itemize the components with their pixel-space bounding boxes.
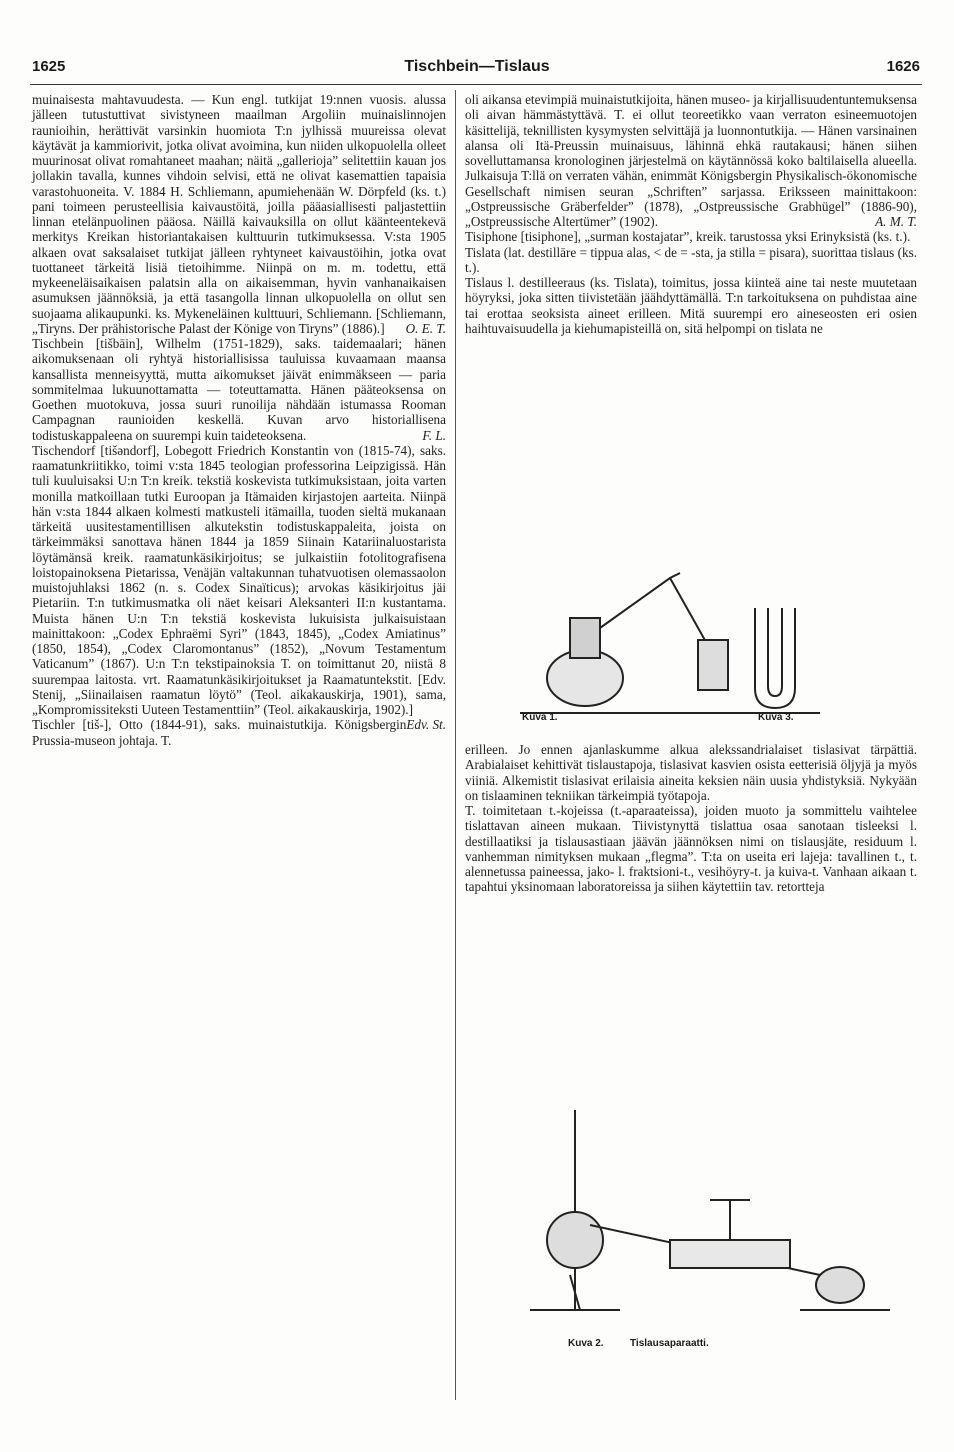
header-rule [30,84,922,85]
figure-2-illustration [500,1090,920,1320]
article-tislaus-cont: erilleen. Jo ennen ajanlaskumme alkua alekssandrialaiset tislasivat tärpättiä. Arabialaiset kehittivät tislaustapoja, tislasivat kasvien osista eetterisiä öljyjä ja myös viiniä. Alkemistit tislasivat erilaisia aineita keksien näin uusia yhdistyksiä. Nykyään on tislaaminen tekniikan tärkeimpiä työtapoja. [465,742,917,803]
article-tischler: Tischler [tiš-], Otto (1844-91), saks. muinaistutkija. Königsbergin Prussia-museon johtaja. T. [32,717,407,748]
signature-tischbein: F. L. [422,427,446,443]
page-header [0,58,954,84]
signature-tischendorf: Edv. St. [406,717,446,733]
right-column-top [465,92,917,336]
page-number-left: 1625 [32,58,66,75]
figure-1-caption: Kuva 1. [522,712,558,723]
article-tislaus: Tislaus l. destilleeraus (ks. Tislata), toimitus, jossa kiinteä aine tai neste muutetaan höyryksi, joka sitten tiivistetään jäähdyttämällä. T:n tarkoituksena on puhdistaa aine tai erottaa seoksista aineet erilleen. Mitä suurempi ero aineseosten eri osien haihtuvaisuudella ja kiehumapisteillä on, sitä helpompi on tislata ne [465,275,917,336]
right-column-bottom [465,742,917,895]
page-number-right: 1626 [886,58,920,75]
article-tischler-cont: oli aikansa etevimpiä muinaistutkijoita, hänen museo- ja kirjallisuudentuntemuksensa oli aivan hämmästyttävä. T. ei ollut teoreetikko vaan verraton esineemuotojen käsittelijä, teknillisten kysymysten selvittäjä ja luonnontutkija. — Hänen varsinainen alansa oli Itä-Preussin muinaisuus, lähinnä ehkä rautakausi; hänen siihen sovelluttamansa kronologinen järjestelmä on käytännössä koko baltilaisella alueella. Julkaisuja T:llä on verraten vähän, enimmät Königsbergin Physikalisch-ökonomische Gesellschaft nimisen seuran „Schriften” sarjassa. Eriksseen mainittakoon: „Ostpreussische Gräberfelder” (1878), „Ostpreussische Grabhügel” (1886-90), „Ostpreussische Altertümer” (1902). A. M. T. [465,92,917,229]
article-tisiphone: Tisiphone [tisiphone], „surman kostajatar”, kreik. tarustossa yksi Erinyksistä (ks. t.). [465,229,911,245]
figure-3-caption: Kuva 3. [758,712,794,723]
article-tiryns-end: muinaisesta mahtavuudesta. — Kun engl. tutkijat 19:nnen vuosis. alussa jälleen tutustuttivat sivistyneen maailman Argoliin muinaislinnojen raunioihin, herättivät varsinkin huomiota T:n jylhissä muureissa olevat käytävät ja kammiorivit, jotka olivat avoimina, kun niiden ulkopuolella olleet muurinosat olivat romahtaneet maahan; näitä „gallerioja” selitettiin kauan jos jollakin tavalla, kunnes vihdoin selvisi, että ne olivat kasemattien tapaisia varastohuoneita. V. 1884 H. Schliemann, apumiehenään W. Dörpfeld (ks. t.) pani toimeen perusteellisia kaivaustöitä, joilla pääasiallisesti paljastettiin linnan etelänpuolinen pääosa. Näillä kaivauksilla on ollut käänteentekevä merkitys Kreikan historiantakaisen kulttuurin tutkimuksessa. V:sta 1905 alkaen ovat saksalaiset tutkijat jälleen ryhtyneet kaivaustöihin, jotka ovat tuottaneet tärkeitä lisiä tietoihimme. Niinpä on m. m. todettu, että mykeeneläisaikaisen palatsin alla on aikaisemman, hyvin vanhanaikaisen asumuksen jäännöksiä, ja että tasangolla linnan ulkopuolella on ollut sen suojaama alikaupunki. ks. Mykeneläinen kulttuuri, Schliemann. [Schliemann, „Tiryns. Der prähistorische Palast der Könige von Tiryns” (1886).] O. E. T. [32,92,446,336]
article-tischendorf: Tischendorf [tišəndorf], Lobegott Friedrich Konstantin von (1815-74), saks. raamatunkriitikko, toimi v:sta 1845 teologian professorina Leipzigissä. Hän tuli kuuluisaksi U:n T:n kreik. tekstiä koskevista tutkimuksistaan, joita varten monilla matkoillaan tutki Euroopan ja Itämaiden kirjastojen aarteita. Niinpä hän v:sta 1844 alkaen kolmesti matkusteli itämailla, tuoden sieltä mukanaan tärkeitä uusitestamentillisen alkutekstin todistuskappaleita, joista on tärkeimmäksi sanottava hänen 1844 ja 1859 Siinain Katariinaluostarista löytämänsä kreik. raamatunkäsikirjoitus; se julkaistiin fotolitografisena loistopainoksena Pietarissa, Venäjän valtakunnan tuhatvuotisen olemassaolon muistojuhlaksi 1862 (n. s. Codex Sinaïticus); arvokas käsikirjoitus jäi Pietariin. T:n tutkimusmatka oli näet keisari Aleksanteri II:n kustantama. Muista hänen U:n T:n tekstiä koskevista lukuisista julkaisuistaan mainittakoon: „Codex Ephraëmi Syri” (1843, 1845), „Codex Amiatinus” (1850, 1854), „Codex Claromontanus” (1852), „Novum Testamentum Vaticanum” (1867). U:n T:n tekstipainoksia T. on toimittanut 20, niistä 8 suurempaa laitosta. vrt. Raamatunkäsikirjoitukset ja Raamatuntekstit. [Edv. Stenij, „Siinailaisen raamatun löytö” (Teol. aikakauskirja, 1901), sama, „Kompromissiteksti Uuteen Testamenttiin” (Teol. aikakauskirja, 1902).] Edv. St. [32,442,446,733]
left-column [32,92,446,748]
article-tislata: Tislata (lat. destillāre = tippua alas, < de = -sta, ja stilla = pisara), suorittaa tislaus (ks. t.). [465,244,917,275]
figure-2-number: Kuva 2. [568,1338,604,1349]
column-divider [455,90,456,1400]
article-tischbein: Tischbein [tišbāin], Wilhelm (1751-1829), saks. taidemaalari; hänen aikomuksenaan oli ryhtyä historiallisissa tauluissa kuvaamaan maansa kansallista menneisyyttä, mutta aikomukset jäivät enimmäkseen — paria sommitelmaa lukuunottamatta — toteuttamatta. Hänen pääteoksensa on Goethen muotokuva, jossa suuri runoilija nähdään istumassa Rooman Campagnan raunioiden keskellä. Kuvan arvo historiallisena todistuskappaleena on suurempi kuin taideteoksena. F. L. [32,336,446,443]
page-title: Tischbein—Tislaus [404,58,550,75]
signature-tischler: A. M. T. [875,214,917,229]
article-tislaus-cont2: T. toimitetaan t.-kojeissa (t.-aparaateissa), joiden muoto ja sommittelu vaihtelee tislattavan aineen mukaan. Tiivistynyttä tislattua osaa sanotaan tisleeksi l. destillaatiksi ja tislausastiaan jäävän jäännöksen nimi on tislausjäte, residuum l. vanhemman nimityksen mukaan „flegma”. T:ta on useita eri lajeja: tavallinen t., t. alennetussa paineessa, jako- l. fraktsioni-t., vesihöyry-t. ja kuiva-t. Vanhaan aikaan t. tapahtui yksinomaan laboratoreissa ja siihen käytettiin tav. retortteja [465,803,917,895]
figures-1-3-illustration [520,548,820,716]
figure-2-title: Tislausaparaatti. [630,1338,709,1349]
signature-tiryns: O. E. T. [405,320,446,336]
